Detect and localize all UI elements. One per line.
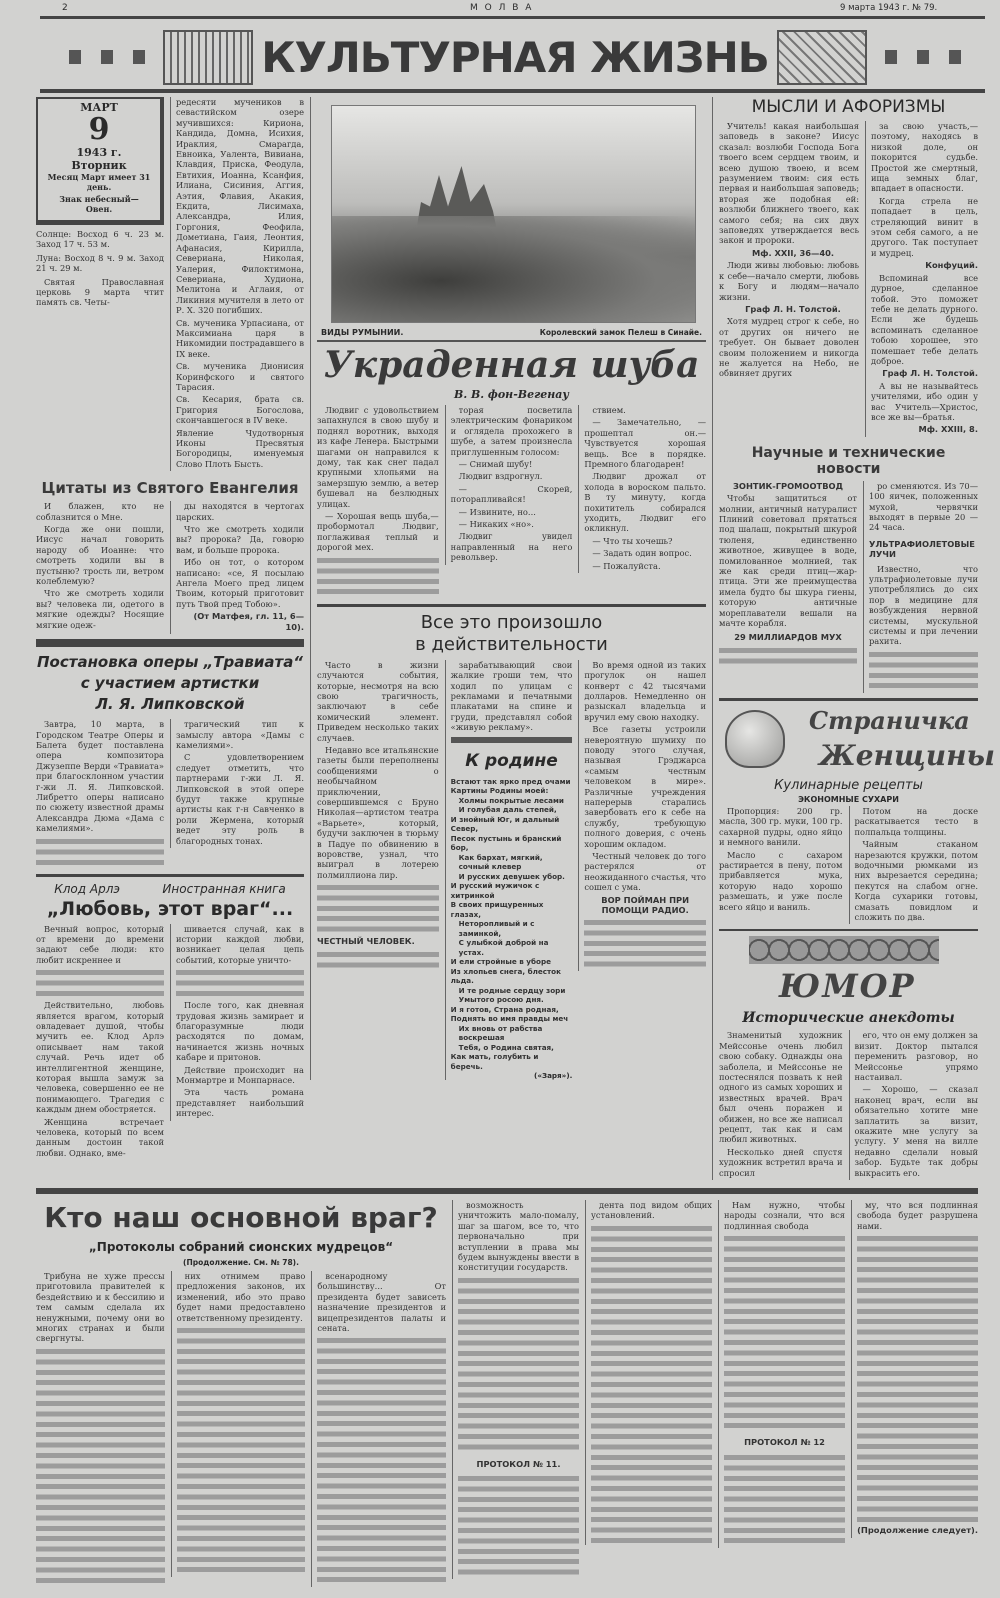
love-text: Вечный вопрос, который от времени до времени задают себе люди: кто любит искреннее и <box>36 923 164 965</box>
poem-line: Как бархат, мягкий, сочный клевер <box>458 852 543 872</box>
love-text: Действительно, любовь является врагом, который овладевает душой, чтобы мучить ее. Клод Арлэ описывает нам такой случай. Речь идет об интеллигентной женщине, которая вышла замуж за человека, совершенно ее не понимающего. Трагедия с каждым днем обостряется. <box>36 1000 164 1115</box>
poem-box <box>451 737 573 1081</box>
aphorism-source: Мф. XXIII, 8. <box>918 424 978 435</box>
gospel-text: Ибо он тот, о котором написано: «се, Я посылаю Ангела Моего пред лицем Твоим, который приготовит путь Твой пред Тобою». <box>176 557 304 609</box>
coat-text: — Снимай шубу! <box>458 459 533 470</box>
poem-line: С улыбкой доброй на устах. <box>458 938 549 957</box>
enemy-col-7 <box>851 1200 978 1538</box>
calendar-year: 1943 г. <box>76 146 122 159</box>
opera-col-2 <box>170 719 304 848</box>
poem-line: Как мать, голубить и беречь. <box>450 1052 539 1071</box>
poem-line: Холмы покрытые лесами <box>458 795 564 805</box>
left-column <box>36 97 304 1160</box>
aphorism-text: Когда стрела не попадает в цель, стреляющий винит в этом себя самого, а не другого. Так поступает и мудрец. <box>871 195 978 258</box>
aphorism-source: Конфуций. <box>925 260 978 271</box>
aphorism-text: за свою участь,—поэтому, находясь в низкой доле, он покорится судьбе. Простой же смертный, ища земных благ, впадает в опасности. <box>871 121 978 194</box>
recipe-text: Потом на доске раскатывается тесто в полпальца толщины. <box>854 805 978 837</box>
coat-text: Людвиг вздрогнул. <box>458 471 543 482</box>
science-text: ро сменяются. Из 70—100 яичек, положенных мухой, червячки выходят в первые 20 — 24 часа. <box>869 480 978 533</box>
gospel-col-1 <box>36 501 164 632</box>
coat-text: — Пожалуйста. <box>592 560 661 571</box>
anecdote-text: Несколько дней спустя художник встретил врача и спросил <box>719 1146 843 1178</box>
coat-author: В. В. фон-Вегенау <box>454 388 569 401</box>
anecdote-col-2 <box>849 1030 979 1180</box>
protocol-heading: ПРОТОКОЛ № 11. <box>476 1458 561 1469</box>
women-portrait-icon <box>725 710 785 768</box>
love-title: „Любовь, этот враг“... <box>46 897 294 920</box>
enemy-text: му, что вся подлинная свобода будет разрушена нами. <box>857 1200 978 1231</box>
sun-times: Солнце: Восход 6 ч. 23 м. Заход 17 ч. 53 м. <box>36 229 164 250</box>
coat-col-1 <box>317 405 439 599</box>
science-title: Научные и технические новости <box>751 444 946 477</box>
divider-bar <box>719 698 978 701</box>
real-col-3 <box>578 660 706 972</box>
divider-bar <box>36 874 304 877</box>
divider-bar <box>36 639 304 647</box>
women-banner <box>719 705 995 776</box>
recipe-col-2 <box>849 806 979 924</box>
coat-text: — Хорошая вещь шуба,—пробормотал Людвиг, поглаживая теплый и дорогой мех. <box>317 511 439 553</box>
aphorism-source: Граф Л. Н. Толстой. <box>882 368 978 379</box>
saints-text: Св. Кесария, брата св. Григория Богослова, скончавшегося в IV веке. <box>176 394 304 426</box>
love-text: После того, как дневная трудовая жизнь замирает и благоразумные люди расходятся по домам, начинается жизнь ночных кабаре и притонов. <box>176 1000 304 1063</box>
calendar-weekday: Вторник <box>71 159 127 172</box>
poem-source: («Заря»). <box>534 1071 573 1081</box>
calendar-day: 9 <box>88 112 110 147</box>
real-text: Честный человек до того растерялся от неожиданного счастья, что сошел с ума. <box>584 851 707 893</box>
enemy-text: Трибуна не хуже прессы приготовила правителей к бездействию и к бессилию и тем самым сделала их ненужными, почему они во многих странах и были свергнуты. <box>36 1271 165 1344</box>
coat-text: — Никаких «но». <box>458 519 534 530</box>
real-text: Все газеты устроили невероятную шумиху по поводу этого случая, называя Грэджарса «самым честным человеком в мире». Различные учреждения наперерыв старались завербовать его к себе на службу, требующую полного доверия, с очень хорошим окладом. <box>584 724 707 849</box>
opera-title <box>36 652 304 715</box>
gospel-col-2 <box>170 501 304 634</box>
coat-text: — Задать один вопрос. <box>592 548 692 559</box>
real-text: зарабатывающий свои жалкие гроши тем, что ходил по улицам с рекламами и печатными плакатами на спине и груди, представлял собой «живую рекламу». <box>450 659 573 733</box>
real-col-2 <box>445 660 573 1080</box>
poem-line: И русский мужичок с хитринкой <box>450 881 540 900</box>
anecdotes-rubric: Исторические анекдоты <box>742 1010 955 1027</box>
poem-line: И я готов, Страна родная, <box>450 1004 559 1014</box>
recipe-text: Пропорция: 200 гр. масла, 300 гр. муки, 100 гр. сахарной пудры, одно яйцо и немного ванили. <box>719 805 843 848</box>
opera-title-line: с участием артистки <box>80 674 260 693</box>
real-text: Часто в жизни случаются события, которые, несмотря на всю свою трагичность, заключают в себе комический элемент. Приведем несколько таких случаев. <box>317 659 439 743</box>
enemy-text: дента под видом общих установлений. <box>591 1200 712 1221</box>
moon-times: Луна: Восход 8 ч. 9 м. Заход 21 ч. 29 м. <box>36 252 164 274</box>
enemy-text: возможность уничтожить мало-помалу, шаг за шагом, все то, что первоначально при вступлении в права мы будем вынуждены ввести в конституции государств. <box>458 1200 579 1273</box>
coat-text: Людвиг увидел направленный на него револьвер. <box>450 531 573 563</box>
women-banner-line1: Страничка <box>809 705 970 735</box>
protocol-heading: ПРОТОКОЛ № 12 <box>744 1437 825 1448</box>
real-title-line: в действительности <box>415 633 608 655</box>
divider-bar <box>719 929 978 931</box>
saints-text: Св. мученика Дионисия Коринфского и святого Тарасия. <box>176 361 304 392</box>
gospel-text: Что же смотреть ходили вы? человека ли, одетого в мягкие одежды? Носящие мягкие одеж- <box>36 588 164 630</box>
opera-text: Завтра, 10 марта, в Городском Театре Оперы и Балета будет поставлена опера композитора Джузеппе Верди «Травиата» при благосклонном участии г-жи Л. Я. Липковской. Либретто оперы написано по сюжету известной драмы Александра Дюма «Дама с камелиями». <box>36 719 164 834</box>
poem-line: И те родные сердцу зори <box>458 985 566 995</box>
opera-text: С удовлетворением следует отметить, что партнерами г-жи Л. Я. Липковской в этой опере будут также крупные артисты как г-н Савченко в роли Жермена, который ведет эту роль в благородных тонах. <box>176 752 304 846</box>
poem-line: Из хлопьев снега, блесток льда. <box>450 966 561 986</box>
real-subhead: ВОР ПОЙМАН ПРИ ПОМОЩИ РАДИО. <box>601 894 690 916</box>
enemy-text: Нам нужно, чтобы народы сознали, что вся подлинная свобода <box>724 1200 845 1231</box>
gospel-text: Когда же они пошли, Иисус начал говорить народу об Иоанне: что смотреть ходили вы в пустыню? трость ли, ветром колеблемую? <box>36 524 164 587</box>
science-col-1 <box>719 481 857 668</box>
love-text: Действие происходит на Монмартре и Монпарнасе. <box>176 1064 304 1086</box>
coat-text: — Что ты хочешь? <box>592 535 673 546</box>
real-subhead: ЧЕСТНЫЙ ЧЕЛОВЕК. <box>317 936 415 947</box>
enemy-title: Кто наш основной враг? <box>44 1201 438 1235</box>
poem-line: Встают так ярко пред очами <box>450 776 571 786</box>
poem-line: Песок пустынь и бранский бор, <box>450 833 562 853</box>
aphorism-text: Вспоминай все дурное, сделанное тобой. Это поможет тебе не делать дурного. Если же будешь вспоминать сделанное тобою хорошее, это помешает тебе делать доброе. <box>871 272 978 366</box>
poem-line: И ели стройные в уборе <box>450 957 551 967</box>
poem-line: Умытого росою дня. <box>458 995 544 1005</box>
humor-banner <box>719 936 978 1008</box>
enemy-col-2 <box>171 1271 306 1577</box>
page-number: 2 <box>62 3 68 13</box>
coat-text: торая посветила электрическим фонариком и оглядела прохожего в шубе, а затем произнесла приглушенным голосом: <box>450 405 573 457</box>
enemy-col-4 <box>458 1200 579 1579</box>
enemy-text: них отнимем право предложения законов, их изменений, ибо это право будет нами предоставлено ответственному президенту. <box>176 1271 306 1323</box>
coat-col-3 <box>578 405 706 573</box>
opera-title-line: Л. Я. Липковской <box>95 695 245 714</box>
real-title <box>317 612 706 656</box>
paper-name: М О Л В А <box>470 3 534 13</box>
love-author: Клод Арлэ <box>54 881 120 896</box>
poem-title: К родине <box>465 750 558 771</box>
coat-text: Людвиг с удовольствием запахнулся в свою шубу и поднял воротник, выходя из кафе Ленера. Быстрыми шагами он направился к дому, так как снег падал крупными хлопьями на замерзшую землю, а ветер бушевал на безлюдных улицах. <box>317 405 439 509</box>
aphorism-text: А вы не называйтесь учителями, ибо один у вас Учитель—Христос, все же вы—братья. <box>871 380 978 422</box>
coat-text: ствием. <box>592 405 626 415</box>
poem-lines <box>451 777 573 1072</box>
calendar-month: МАРТ <box>80 101 118 114</box>
issue-date: 9 марта 1943 г. № 79. <box>840 3 938 13</box>
poem-line: Поднять во имя правды меч <box>450 1014 569 1024</box>
aphorisms-col-1 <box>719 121 859 381</box>
love-text: Женщина встречает человека, который по всем данным достоин такой любви. Однако, вме- <box>36 1116 164 1158</box>
poem-line: И голубая даль степей, <box>458 805 557 815</box>
enemy-text: всенародному большинству... От президента будет зависеть назначение президентов и вицепрезидентов палаты и сената. <box>317 1271 447 1334</box>
aphorisms-col-2 <box>865 121 978 437</box>
poem-line: Неторопливый и с заминкой, <box>458 919 535 938</box>
church-note: Святая Православная церковь 9 марта чтит память св. Четы- <box>36 276 164 308</box>
right-column <box>712 97 995 1180</box>
women-banner-line2: Женщины <box>819 738 995 772</box>
enemy-col-6 <box>718 1200 845 1548</box>
poem-line: Тебя, о Родина святая, <box>458 1042 554 1052</box>
section-title: КУЛЬТУРНАЯ ЖИЗНЬ <box>261 32 769 82</box>
poem-line: Картины Родины моей: <box>450 786 549 796</box>
aphorism-text: Хотя мудрец строг к себе, но от других он ничего не требует. Он бывает доволен своим положением и никогда не жалуется на Небо, не обвиняет других <box>719 316 859 379</box>
faces-illustration <box>749 936 939 964</box>
recipe-text: Чайным стаканом нарезаются кружки, потом водочными рюмками из них вырезается середина; пекутся на слабом огне. Когда сухарики готовы, смазать повидлом и сложить по два. <box>854 839 978 922</box>
real-text: Недавно все итальянские газеты были переполнены сообщениями о необычайном приключении, совершившемся с Бруно Николая—артистом театра «Варьете», который, будучи заключен в тюрьму в Падуе по обвинению в воровстве, узнал, что выиграл в лотерею полмиллиона лир. <box>317 744 439 880</box>
recipe-col-1 <box>719 806 843 914</box>
calendar-sign: Знак небесный— Овен. <box>59 194 139 214</box>
aphorisms-title: МЫСЛИ И АФОРИЗМЫ <box>751 97 946 117</box>
calendar-days: Месяц Март имеет 31 день. <box>47 172 151 192</box>
divider-bar <box>317 604 706 607</box>
enemy-col-3 <box>311 1271 446 1587</box>
science-col-2 <box>863 481 978 693</box>
saints-list <box>170 97 304 471</box>
saints-text: Явление Чудотворныя Иконы Пресвятыя Богородицы, именуемыя Слово Плоть Бысть. <box>176 427 304 469</box>
opera-title-line: Постановка оперы „Травиата“ <box>37 653 303 672</box>
coat-title: Украденная шуба <box>323 344 700 386</box>
science-subhead: УЛЬТРАФИОЛЕТОВЫЕ ЛУЧИ <box>869 538 975 560</box>
coat-text: Людвиг дрожал от холода в вороском пальто. В ту минуту, когда похититель собирался уходить, Людвиг его окликнул. <box>584 471 707 534</box>
aphorism-text: Учитель! какая наибольшая заповедь в законе? Иисус сказал: возлюби Господа Бога твоего всем сердцем твоим, и всею душою твоею, и всем разумением твоим: сия есть первая и наибольшая заповедь; вторая же подобная ей: возлюби ближнего твоего, как самого себя; на сих двух заповедях утверждается весь закон и пророки. <box>719 121 859 246</box>
poem-line: И знойный Юг, и дальный Север, <box>450 814 560 834</box>
gospel-title: Цитаты из Святого Евангелия <box>41 479 299 498</box>
poem-line: И русских девушек убор. <box>458 871 565 881</box>
coat-text: — Замечательно, — прошептал он.—Чувствуется хорошая вещь. Все в порядке. Премного благодарен! <box>584 417 707 470</box>
love-rubric: Иностранная книга <box>162 881 286 896</box>
anecdote-col-1 <box>719 1030 843 1180</box>
recipe-text: Масло с сахаром растирается в пену, потом прибавляется мука, которую надо хорошо размешать, и уже после всего яйцо и ваниль. <box>719 849 843 912</box>
anecdote-text: Знаменитый художник Мейссонье очень любил свою собаку. Однажды она заболела, и Мейссонье не постеснялся позвать к ней одного из самых хороших и известных врачей. Врач был очень поражен и обижен, но все же написал рецепт, так как и сам любил животных. <box>719 1030 843 1145</box>
castle-photo <box>331 105 696 323</box>
anecdote-text: — Хорошо, — сказал наконец врач, если вы обязательно хотите мне заплатить за визит, окажите мне услугу за услугу. У меня на вилле недавно сделали новый забор. Будьте так добры выкрасить его. <box>854 1084 978 1178</box>
love-col-2 <box>170 924 304 1121</box>
science-text: Известно, что ультрафиолетовые лучи употреблялись до сих пор в медицине для возбуждения нервной системы, мускульной системы и при лечении рахита. <box>869 563 978 647</box>
opera-col-1 <box>36 719 164 868</box>
photo-caption-right: Королевский замок Пелеш в Синайе. <box>539 328 702 337</box>
aphorism-text: Люди живы любовью: любовь к себе—начало смерти, любовь к Богу и людям—начало жизни. <box>719 260 859 302</box>
opera-text: трагический тип к замыслу автора «Дамы с камелиями». <box>176 719 304 750</box>
divider-bar <box>36 1188 978 1194</box>
poem-line: Их вновь от рабства воскрешая <box>458 1023 543 1043</box>
real-title-line: Все это произошло <box>420 611 603 633</box>
science-subhead: 29 МИЛЛИАРДОВ МУХ <box>734 632 842 643</box>
enemy-subtitle: „Протоколы собраний сионских мудрецов“ <box>88 1240 394 1255</box>
humor-banner-text: ЮМОР <box>779 967 916 1006</box>
love-col-1 <box>36 924 164 1161</box>
love-text: шивается случай, как в истории каждой любви, возникает целая цепь событий, которые уничто- <box>176 923 304 965</box>
recipe-title: ЭКОНОМНЫЕ СУХАРИ <box>798 794 899 804</box>
recipes-rubric: Кулинарные рецепты <box>774 777 923 793</box>
anecdote-text: его, что он ему должен за визит. Доктор пытался переменить разговор, но Мейссонье упрямо настаивал. <box>854 1030 978 1082</box>
aphorism-source: Мф. XXII, 36—40. <box>751 247 835 258</box>
love-text: Эта часть романа представляет наибольший интерес. <box>176 1087 304 1119</box>
gospel-source: (От Матфея, гл. 11, 6—10). <box>193 611 304 632</box>
enemy-continued: (Продолжение. См. № 78). <box>183 1258 299 1268</box>
photo-caption-left: ВИДЫ РУМЫНИИ. <box>321 328 404 337</box>
aphorism-source: Граф Л. Н. Толстой. <box>745 303 841 314</box>
middle-column <box>310 97 706 1080</box>
gospel-text: И блажен, кто не соблазнится о Мне. <box>36 501 164 522</box>
real-col-1 <box>317 660 439 972</box>
real-text: Во время одной из таких прогулок он нашел конверт с 42 тысячами долларов. Немедленно он разыскал владельца и вручил ему свою находку. <box>584 659 707 722</box>
science-text: Чтобы защититься от молнии, античный натуралист Плиний советовал прятаться под шалаш, покрытый шкурой тюленя, единственно животное, живущее в воде, помилованное молнией, так же как среди птиц—жар-птица. Эти же преимущества имела будто бы шкура гиены, которую античные мореплаватели вешали на мачте корабля. <box>719 493 857 629</box>
calendar-box <box>36 97 164 225</box>
science-subhead: ЗОНТИК-ГРОМООТВОД <box>733 480 843 491</box>
gospel-text: Что же смотреть ходили вы? пророка? Да, говорю вам, и больше пророка. <box>176 524 304 555</box>
enemy-col-5 <box>585 1200 712 1545</box>
coat-text: — Скорей, поторапливайся! <box>450 483 573 505</box>
poem-line: В своих прищуренных глазах, <box>450 900 544 919</box>
gospel-text: ды находятся в чертогах царских. <box>176 501 304 522</box>
continued-note: (Продолжение следует). <box>857 1525 978 1536</box>
saints-text: редесяти мучеников в севастийском озере мучившихся: Кириона, Кандида, Домна, Исихия, Ираклия, Смарагда, Евноика, Уалента, Вивиана, Клавдия, Приска, Феодула, Евтихия, Иоанна, Ксанфия, Илиана, Сисиния, Аггия, Аэтия, Флавия, Акакия, Екдита, Лисимаха, Александра, Илия, Горгония, Феофила, Дометиана, Гаия, Леонтия, Афанасия, Кирилла, Севериана, Николая, Уалерия, Филоктимона, Севериана, Худиона, Мелитона и Аглаия, от Ликиния мучителя в лето от Р. Х. 320 погибших. <box>176 97 304 316</box>
enemy-col-1 <box>36 1271 165 1588</box>
saints-text: Св. мученика Урпасиана, от Максимиана царя в Никомидии пострадавшего в IX веке. <box>176 317 304 359</box>
coat-text: — Извините, но... <box>458 506 536 517</box>
coat-col-2 <box>445 405 573 565</box>
